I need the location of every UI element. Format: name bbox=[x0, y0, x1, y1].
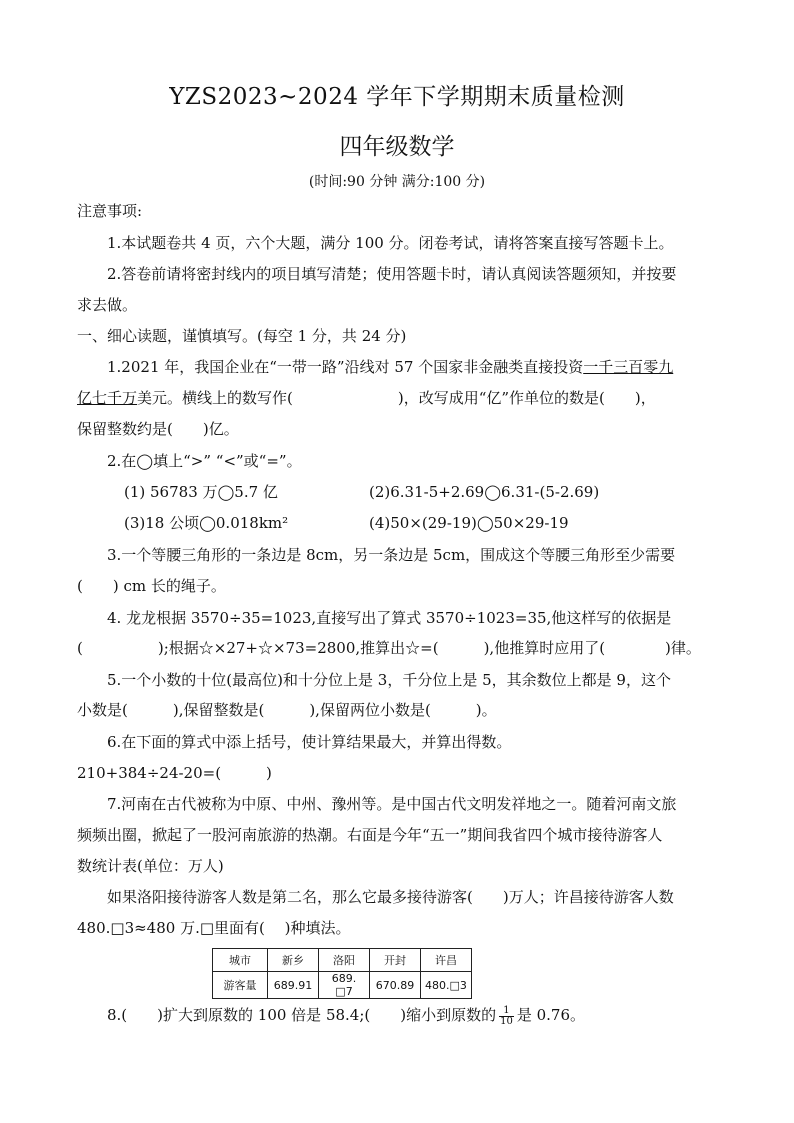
q1-text: 1.2021 年，我国企业在“一带一路”沿线对 57 个国家非金融类直接投资 bbox=[107, 358, 584, 376]
question-3-line-2: ( ) cm 长的绳子。 bbox=[77, 577, 226, 595]
table-cell: 689.91 bbox=[268, 972, 319, 999]
question-4-line-2: ( );根据☆×27+☆×73=2800,推算出☆=( ),他推算时应用了( )律。 bbox=[77, 639, 701, 657]
question-1-line-2 bbox=[77, 388, 717, 408]
question-7-line-3: 数统计表(单位：万人) bbox=[77, 857, 224, 875]
question-7-line-5: 480.□3≈480 万.□里面有( )种填法。 bbox=[77, 919, 351, 937]
table-cell: 游客量 bbox=[213, 972, 268, 999]
note-1: 1.本试题卷共 4 页，六个大题，满分 100 分。闭卷考试，请将答案直接写答题卡上。 bbox=[107, 234, 674, 252]
notes-heading: 注意事项: bbox=[77, 202, 143, 220]
table-header-cell: 洛阳 bbox=[319, 949, 370, 972]
question-5-line-2: 小数是( ),保留整数是( ),保留两位小数是( )。 bbox=[77, 701, 497, 719]
table-header-row bbox=[213, 949, 472, 972]
table-cell: 689. □7 bbox=[319, 972, 370, 999]
q1-underlined-number-part-2: 亿七千万 bbox=[77, 389, 138, 407]
question-7-line-2: 频频出圈，掀起了一股河南旅游的热潮。右面是今年“五一”期间我省四个城市接待游客人 bbox=[77, 826, 663, 844]
note-2-line-1: 2.答卷前请将密封线内的项目填写清楚；使用答题卡时，请认真阅读答题须知，并按要 bbox=[107, 265, 677, 283]
fraction-denominator: 10 bbox=[500, 1015, 513, 1027]
question-8 bbox=[107, 1005, 719, 1027]
question-7-line-1: 7.河南在古代被称为中原、中州、豫州等。是中国古代文明发祥地之一。随着河南文旅 bbox=[107, 795, 677, 813]
table-header-cell: 新乡 bbox=[268, 949, 319, 972]
section-1-heading: 一、细心读题，谨慎填写。(每空 1 分，共 24 分) bbox=[77, 327, 407, 345]
table-cell: 670.89 bbox=[370, 972, 421, 999]
table-header-cell: 城市 bbox=[213, 949, 268, 972]
question-7-line-4: 如果洛阳接待游客人数是第二名，那么它最多接待游客( )万人；许昌接待游客人数 bbox=[107, 888, 674, 906]
question-6-line-1: 6.在下面的算式中添上括号，使计算结果最大，并算出得数。 bbox=[107, 733, 512, 751]
table-header-cell: 开封 bbox=[370, 949, 421, 972]
fraction-numerator: 1 bbox=[499, 1006, 514, 1017]
q8-text: 8.( )扩大到原数的 100 倍是 58.4;( )缩小到原数的 bbox=[107, 1006, 497, 1024]
table-row bbox=[213, 972, 472, 999]
q8-text-2: 是 0.76。 bbox=[516, 1006, 586, 1024]
note-2-line-2: 求去做。 bbox=[77, 296, 138, 314]
exam-title: YZS2023~2024 学年下学期期末质量检测 bbox=[169, 84, 625, 110]
question-2-item-3: (3)18 公顷◯0.018km² bbox=[124, 514, 289, 532]
q1-text-2: 美元。横线上的数写作( )，改写成用“亿”作单位的数是( )， bbox=[137, 389, 656, 407]
question-1-line-3: 保留整数约是( )亿。 bbox=[77, 420, 239, 438]
question-5-line-1: 5.一个小数的十位(最高位)和十分位上是 3，千分位上是 5，其余数位上都是 9，这个 bbox=[107, 671, 671, 689]
visitor-statistics-table bbox=[212, 948, 472, 999]
exam-subject: 四年级数学 bbox=[339, 134, 455, 160]
question-4-line-1: 4. 龙龙根据 3570÷35=1023,直接写出了算式 3570÷1023=35,他这样写的依据是 bbox=[107, 609, 672, 627]
question-2-item-4: (4)50×(29-19)◯50×29-19 bbox=[369, 514, 569, 532]
question-3-line-1: 3.一个等腰三角形的一条边是 8cm，另一条边是 5cm，围成这个等腰三角形至少需要 bbox=[107, 546, 676, 564]
time-and-score-info: (时间:90 分钟 满分:100 分) bbox=[308, 174, 486, 190]
question-1-line-1 bbox=[107, 357, 719, 377]
fraction-one-tenth bbox=[499, 1006, 514, 1027]
question-2-stem: 2.在◯填上“>” “<”或“=”。 bbox=[107, 452, 302, 470]
question-6-line-2: 210+384÷24-20=( ) bbox=[77, 764, 272, 782]
question-2-item-1: (1) 56783 万◯5.7 亿 bbox=[124, 483, 278, 501]
q1-underlined-number-part-1: 一千三百零九 bbox=[583, 358, 674, 376]
question-2-item-2: (2)6.31-5+2.69◯6.31-(5-2.69) bbox=[369, 483, 600, 501]
table-header-cell: 许昌 bbox=[421, 949, 472, 972]
table-cell: 480.□3 bbox=[421, 972, 472, 999]
